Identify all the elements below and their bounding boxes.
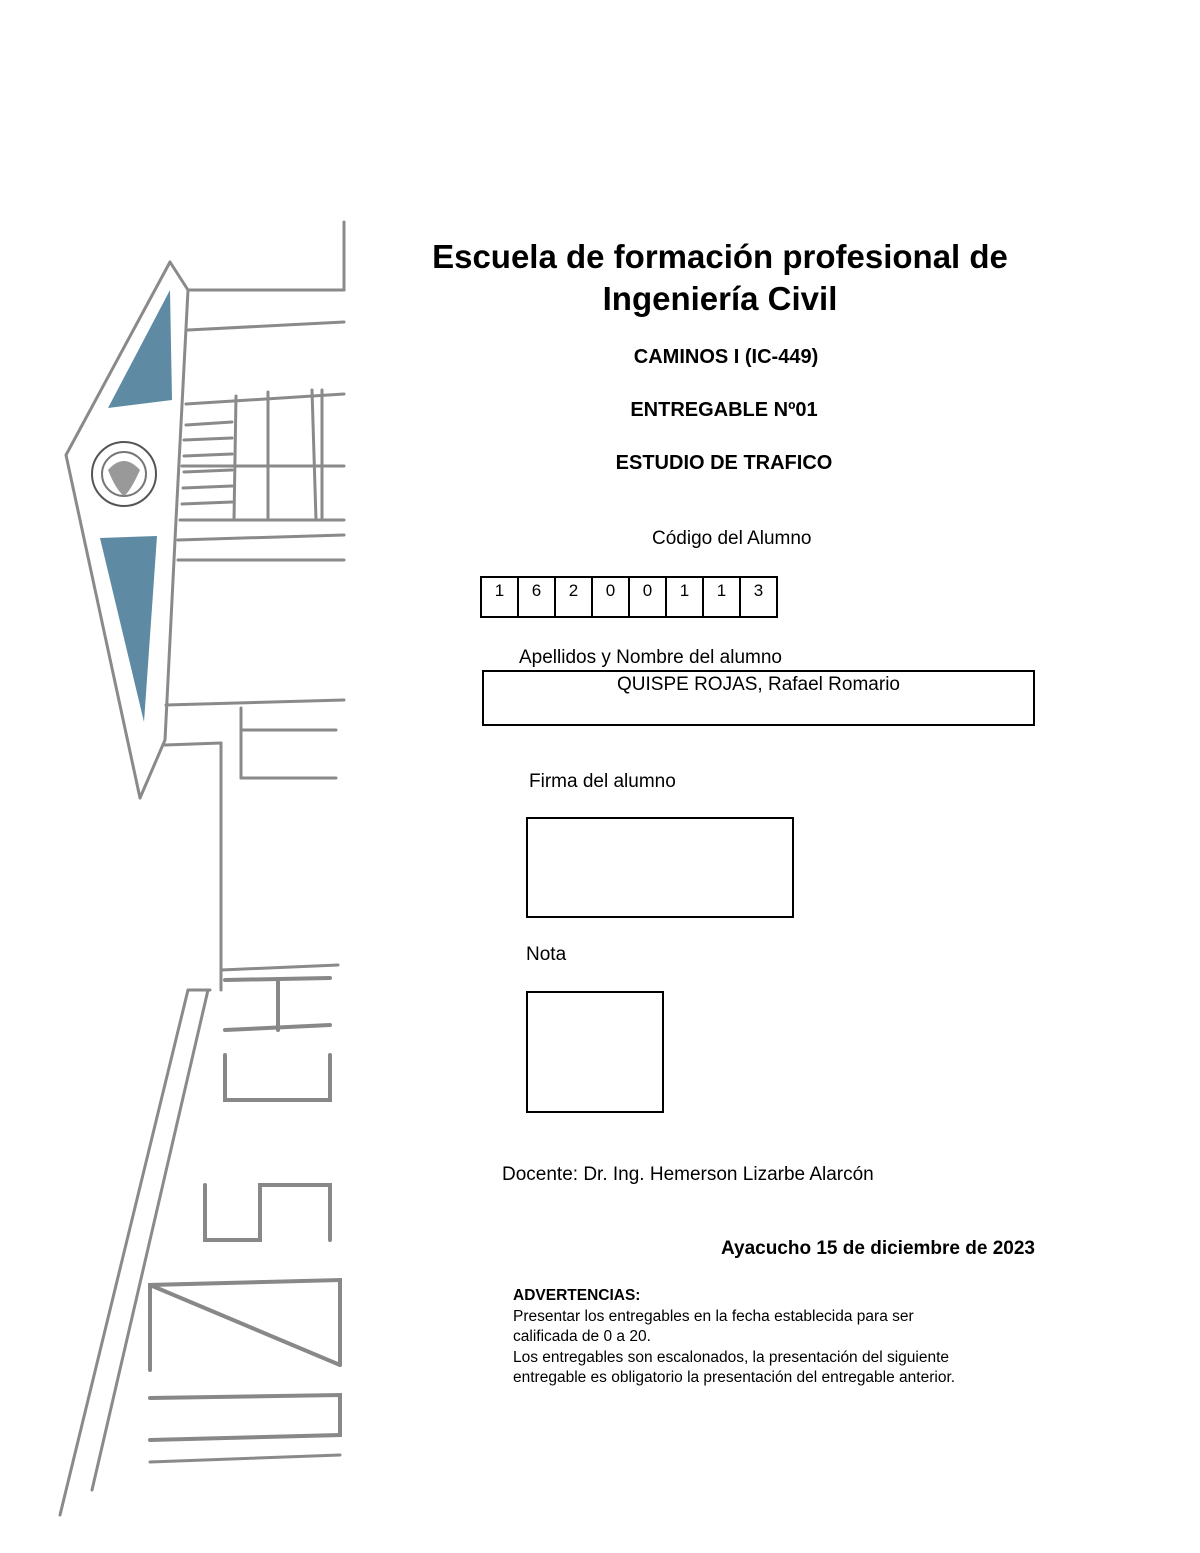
warnings-title: ADVERTENCIAS: <box>513 1287 641 1304</box>
course-name: CAMINOS I (IC-449) <box>633 346 819 368</box>
code-digit-cell: 1 <box>702 576 741 618</box>
warnings-line: Los entregables son escalonados, la presentación del siguiente <box>513 1348 950 1366</box>
signature-label: Firma del alumno <box>529 771 676 792</box>
university-seal-icon <box>92 442 156 506</box>
signature-box <box>526 817 794 918</box>
code-digit-cell: 1 <box>665 576 704 618</box>
code-digit-cell: 2 <box>554 576 593 618</box>
warnings-block <box>513 1286 1053 1389</box>
date-line: Ayacucho 15 de diciembre de 2023 <box>720 1238 1035 1259</box>
grade-label: Nota <box>526 944 567 965</box>
code-digit-cell: 3 <box>739 576 778 618</box>
code-digit-cell: 1 <box>480 576 519 618</box>
student-name-value: QUISPE ROJAS, Rafael Romario <box>617 674 900 695</box>
warnings-line: entregable es obligatorio la presentación del entregable anterior. <box>513 1369 956 1386</box>
grade-box <box>526 991 664 1113</box>
student-code-grid <box>480 576 778 618</box>
warnings-line: calificada de 0 a 20. <box>513 1328 651 1345</box>
building-illustration <box>0 0 400 1553</box>
page-title <box>380 236 1060 320</box>
deliverable-number: ENTREGABLE Nº01 <box>630 399 818 421</box>
warnings-line: Presentar los entregables en la fecha establecida para ser <box>513 1307 914 1325</box>
code-digit-cell: 0 <box>591 576 630 618</box>
title-line-2: Ingeniería Civil <box>602 280 838 317</box>
deliverable-topic: ESTUDIO DE TRAFICO <box>615 452 833 474</box>
student-code-label: Código del Alumno <box>652 528 812 549</box>
code-digit-cell: 6 <box>517 576 556 618</box>
code-digit-cell: 0 <box>628 576 667 618</box>
student-name-label: Apellidos y Nombre del alumno <box>519 647 782 668</box>
student-name-box <box>482 670 1035 726</box>
teacher-line: Docente: Dr. Ing. Hemerson Lizarbe Alarcón <box>502 1164 874 1185</box>
title-line-1: Escuela de formación profesional de <box>432 238 1008 275</box>
